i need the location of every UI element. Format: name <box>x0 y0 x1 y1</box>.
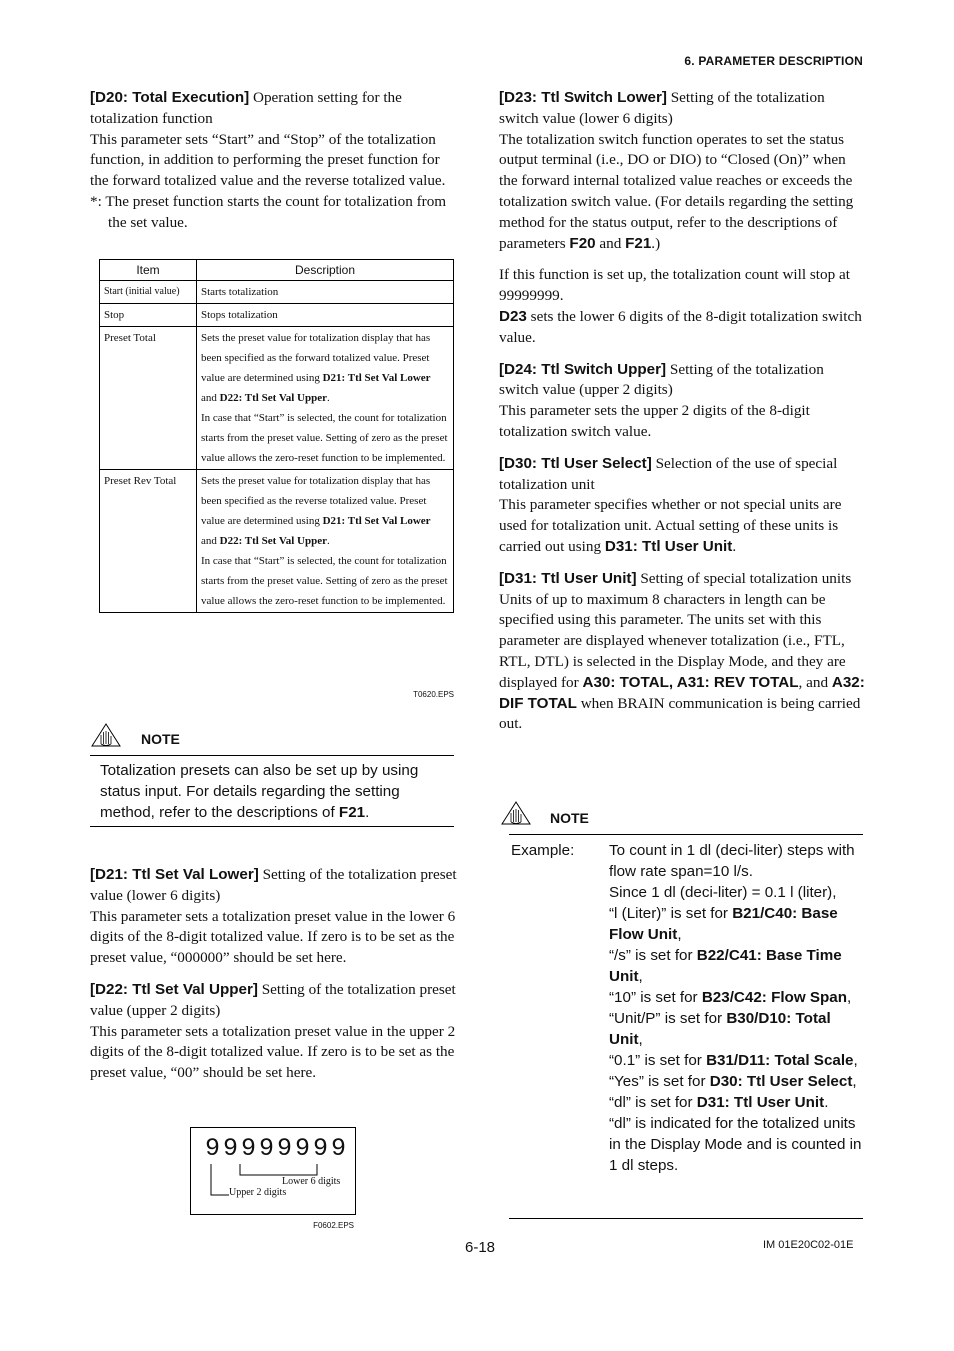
right-column <box>499 88 867 735</box>
desc-text: . <box>327 535 330 547</box>
d21-body: This parameter sets a totalization preset value in the lower 6 digits of the 8-digit totalized value. If zero is to be set as the preset value, “000000” should be set here. <box>90 907 456 967</box>
page-number: 6-18 <box>465 1239 496 1256</box>
d23-body-text: The totalization switch function operates to set the status output terminal (i.e., DO or DIO) to “Closed (On)” when the forward internal totalized value reaches or exceeds the totalization switch value. (For details regarding the setting method for the status output, refer to the descriptions of parameters <box>499 130 854 252</box>
d23-body-text: .) <box>651 234 661 252</box>
d30-body-text: This parameter specifies whether or not special units are used for totalization unit. Actual setting of these units is carried out using <box>499 496 842 555</box>
d23-body <box>499 130 867 255</box>
d31-ref: A32: DIF TOTAL <box>499 673 865 712</box>
figure-eps-label: F0602.EPS <box>313 1221 354 1230</box>
hand-icon <box>90 722 122 748</box>
d31-body-text: Units of up to maximum 8 characters in length can be specified using this parameter. The units set with this parameter are displayed whenever totalization (i.e., FTL, RTL, DTL) is selected in the Display Mode, and they are displayed for <box>499 590 846 691</box>
example-line: “10” is set for B23/C42: Flow Span, <box>609 989 852 1006</box>
lower-digits-label: Lower 6 digits <box>282 1176 341 1187</box>
table-row <box>100 304 454 327</box>
example-line: Since 1 dl (deci-liter) = 0.1 l (liter), <box>609 884 837 901</box>
example-label: Example: <box>511 842 575 859</box>
d31-ref: A30: TOTAL, A31: REV TOTAL <box>582 673 799 691</box>
note-text-part: Totalization presets can also be set up by using status input. For details regarding the setting method, refer to the descriptions of <box>100 762 419 821</box>
d31-title: [D31: Ttl User Unit] <box>499 569 637 587</box>
d22-subtitle: Setting of the totalization preset value (upper 2 digits) <box>90 980 456 1019</box>
digit-brackets <box>191 1128 355 1214</box>
hand-icon <box>500 800 532 826</box>
desc-ref: D22: Ttl Set Val Upper <box>219 392 328 404</box>
d23-subtitle: Setting of the totalization switch value (lower 6 digits) <box>499 89 825 127</box>
d20-title: [D20: Total Execution] <box>90 89 250 106</box>
table-row <box>100 281 454 304</box>
d24-body: This parameter sets the upper 2 digits of the 8-digit totalization switch value. <box>499 402 810 440</box>
table-eps-label: T0620.EPS <box>413 690 454 699</box>
d24-title: [D24: Ttl Switch Upper] <box>499 360 667 378</box>
d31-body-text: , and <box>798 673 832 691</box>
d24-subtitle: Setting of the totalization switch value (upper 2 digits) <box>499 360 824 399</box>
desc-text: Sets the preset value for totalization display that has been specified as the forward totalized value. Preset value are determined using <box>201 332 431 384</box>
example-line: “Unit/P” is set for B30/D10: Total Unit, <box>609 1010 831 1048</box>
d31-body-text: when BRAIN communication is being carried out. <box>499 694 861 733</box>
table-cell-description <box>197 327 454 470</box>
d23-code: D23 <box>499 307 527 325</box>
d22-body: This parameter sets a totalization preset value in the upper 2 digits of the 8-digit totalized value. If zero is to be set as the preset value, “00” should be set here. <box>90 1022 456 1082</box>
section-header: 6. PARAMETER DESCRIPTION <box>684 54 863 68</box>
table-cell-item: Preset Rev Total <box>100 470 197 613</box>
table-cell-item: Start (initial value) <box>100 281 197 304</box>
d20-body: This parameter sets “Start” and “Stop” of the totalization function, in addition to performing the preset function for the forward totalized value and the reverse totalized value. <box>90 130 446 190</box>
note-ref: F21 <box>338 804 366 821</box>
table-cell-description <box>197 470 454 613</box>
d21-subtitle: Setting of the totalization preset value (lower 6 digits) <box>90 866 457 904</box>
desc-text: . <box>327 392 330 404</box>
desc-ref: D21: Ttl Set Val Lower <box>322 515 431 527</box>
d23-para3 <box>499 307 867 349</box>
d20-footnote: *: The preset function starts the count for totalization from the set value. <box>90 192 447 231</box>
d23-para2: If this function is set up, the totalization count will stop at 99999999. <box>499 266 850 305</box>
d30-body <box>499 495 867 557</box>
note-text <box>100 760 454 823</box>
parameter-table <box>99 259 454 613</box>
desc-text: and <box>201 535 220 547</box>
note-top-rule <box>509 834 863 835</box>
example-line: “dl” is set for D31: Ttl User Unit. <box>609 1094 829 1111</box>
note-text-part: . <box>365 804 370 821</box>
d31-body <box>499 590 867 736</box>
table-row <box>100 327 454 470</box>
d22-title: [D22: Ttl Set Val Upper] <box>90 980 258 998</box>
note-label: NOTE <box>141 731 180 747</box>
d20-subtitle: Operation setting for the totalization function <box>90 89 402 127</box>
note-bottom-rule <box>509 1218 863 1219</box>
d21-title: [D21: Ttl Set Val Lower] <box>90 866 259 883</box>
table-cell-description: Starts totalization <box>197 281 454 304</box>
desc-text: In case that “Start” is selected, the count for totalization starts from the preset value. Setting of zero as the preset value allows the zero-reset function to be implemented. <box>201 412 448 464</box>
desc-text: Sets the preset value for totalization display that has been specified as the reverse totalized value. Preset value are determined using <box>201 475 431 527</box>
table-header-item: Item <box>100 260 197 281</box>
table-cell-item: Stop <box>100 304 197 327</box>
d30-ref: D31: Ttl User Unit <box>604 537 733 555</box>
upper-digits-label: Upper 2 digits <box>229 1187 287 1198</box>
d23-ref-f20: F20 <box>569 234 596 252</box>
desc-ref: D21: Ttl Set Val Lower <box>322 372 431 384</box>
table-cell-item: Preset Total <box>100 327 197 470</box>
d30-body-text: . <box>732 537 737 555</box>
note-top-rule <box>90 755 454 756</box>
document-id: IM 01E20C02-01E <box>763 1239 854 1251</box>
d20-section <box>90 88 458 234</box>
note-label: NOTE <box>550 810 589 826</box>
d23-title: [D23: Ttl Switch Lower] <box>499 89 667 106</box>
table-row <box>100 470 454 613</box>
example-line: “l (Liter)” is set for B21/C40: Base Flow Unit, <box>609 905 838 943</box>
example-text <box>609 840 867 1176</box>
d23-para3-text: sets the lower 6 digits of the 8-digit totalization switch value. <box>499 307 862 346</box>
digits-display: 99999999 <box>205 1134 350 1163</box>
d23-body-text: and <box>595 234 626 252</box>
example-line: “Yes” is set for D30: Ttl User Select, <box>609 1073 857 1090</box>
d21-section <box>90 865 458 1084</box>
digits-figure <box>190 1127 356 1215</box>
example-line: “/s” is set for B22/C41: Base Time Unit, <box>609 947 842 985</box>
desc-ref: D22: Ttl Set Val Upper <box>219 535 328 547</box>
d30-subtitle: Selection of the use of special totalization unit <box>499 454 838 493</box>
d30-title: [D30: Ttl User Select] <box>499 454 652 472</box>
note-bottom-rule <box>90 826 454 827</box>
example-line: To count in 1 dl (deci-liter) steps with flow rate span=10 l/s. <box>609 842 855 880</box>
example-line: “0.1” is set for B31/D11: Total Scale, <box>609 1052 858 1069</box>
d31-subtitle: Setting of special totalization units <box>636 569 852 587</box>
desc-text: In case that “Start” is selected, the count for totalization starts from the preset value. Setting of zero as the preset value allows the zero-reset function to be implemented. <box>201 555 448 607</box>
desc-text: and <box>201 392 220 404</box>
d23-ref-f21: F21 <box>625 234 652 252</box>
table-cell-description: Stops totalization <box>197 304 454 327</box>
table-header-description: Description <box>197 260 454 281</box>
example-line: “dl” is indicated for the totalized units in the Display Mode and is counted in 1 dl steps. <box>609 1115 862 1174</box>
